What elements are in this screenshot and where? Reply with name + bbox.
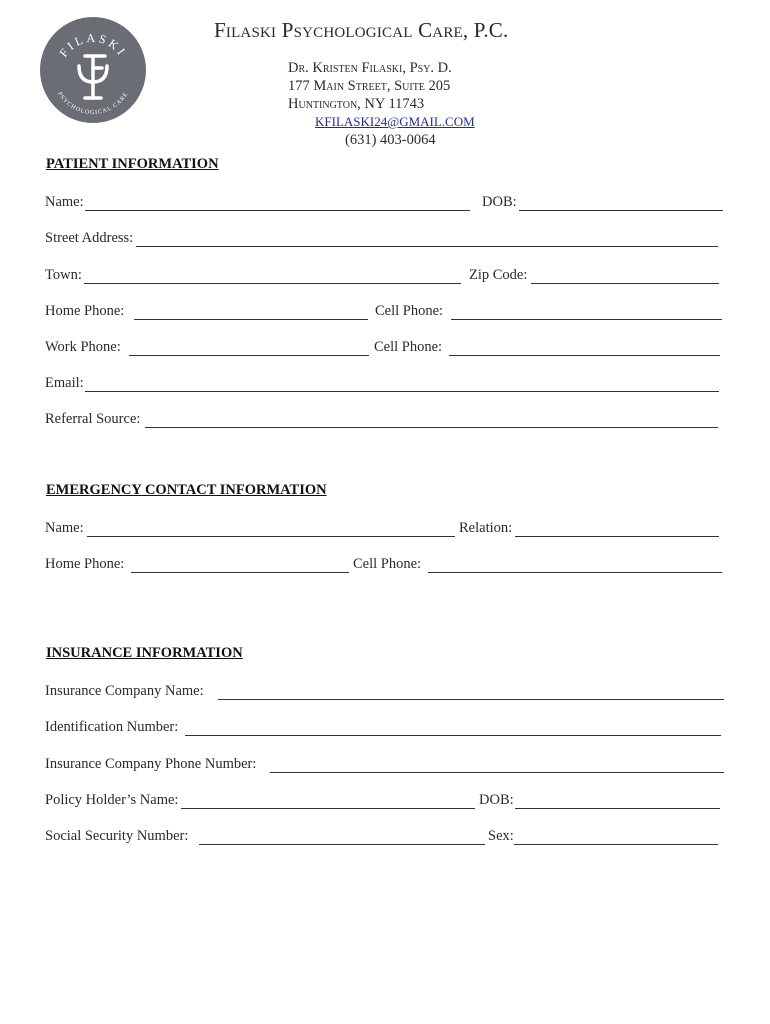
sex-label: Sex: [488,828,514,844]
holder-name-field[interactable] [45,791,475,811]
email-line[interactable] [85,391,719,392]
insurance-phone-label: Insurance Company Phone Number: [45,756,257,772]
patient-name-line[interactable] [85,210,470,211]
form-row [45,718,725,738]
holder-dob-line[interactable] [515,808,720,809]
street-address-field[interactable] [45,229,718,249]
town-field[interactable] [45,266,461,286]
clinic-logo [39,16,147,124]
emergency-home-phone-label: Home Phone: [45,556,125,572]
town-label: Town: [45,267,82,283]
form-row [45,302,725,322]
ssn-line[interactable] [199,844,485,845]
relation-label: Relation: [459,520,513,536]
holder-dob-field[interactable] [479,791,720,811]
id-number-line[interactable] [185,735,721,736]
form-row [45,519,725,539]
patient-name-label: Name: [45,194,84,210]
city-state-zip: Huntington, NY 11743 [288,96,425,112]
emergency-info-heading: EMERGENCY CONTACT INFORMATION [46,482,327,498]
ssn-field[interactable] [45,827,485,847]
form-row [45,682,725,702]
cell-phone-line[interactable] [451,319,722,320]
referral-field[interactable] [45,410,718,430]
form-row [45,374,725,394]
insurance-phone-line[interactable] [270,772,724,773]
form-row [45,791,725,811]
patient-dob-line[interactable] [519,210,723,211]
patient-dob-field[interactable] [482,193,723,213]
referral-line[interactable] [145,427,718,428]
insurance-company-field[interactable] [45,682,724,702]
form-row [45,338,725,358]
street-address-label: Street Address: [45,230,134,246]
cell-phone-2-field[interactable] [374,338,720,358]
emergency-name-field[interactable] [45,519,455,539]
email-label: Email: [45,375,84,391]
form-row [45,755,725,775]
sex-line[interactable] [514,844,718,845]
emergency-name-label: Name: [45,520,84,536]
patient-info-heading: PATIENT INFORMATION [46,156,219,172]
emergency-name-line[interactable] [87,536,455,537]
logo-arc-text: FILASKI [56,30,130,60]
insurance-info-heading: INSURANCE INFORMATION [46,645,243,661]
zip-line[interactable] [531,283,719,284]
home-phone-label: Home Phone: [45,303,125,319]
town-line[interactable] [84,283,461,284]
patient-dob-label: DOB: [482,194,517,210]
patient-name-field[interactable] [45,193,470,213]
emergency-cell-phone-field[interactable] [353,555,722,575]
doctor-name: Dr. Kristen Filaski, Psy. D. [288,60,452,76]
home-phone-line[interactable] [134,319,368,320]
form-row [45,229,725,249]
work-phone-field[interactable] [45,338,369,358]
emergency-cell-phone-label: Cell Phone: [353,556,422,572]
form-row [45,193,725,213]
sex-field[interactable] [488,827,718,847]
cell-phone-2-label: Cell Phone: [374,339,443,355]
insurance-company-line[interactable] [218,699,724,700]
relation-line[interactable] [515,536,719,537]
holder-name-label: Policy Holder’s Name: [45,792,179,808]
street-address-line[interactable] [136,246,718,247]
insurance-company-label: Insurance Company Name: [45,683,204,699]
insurance-phone-field[interactable] [45,755,724,775]
referral-label: Referral Source: [45,411,141,427]
cell-phone-2-line[interactable] [449,355,720,356]
home-phone-field[interactable] [45,302,368,322]
holder-dob-label: DOB: [479,792,514,808]
clinic-phone: (631) 403-0064 [345,132,436,148]
id-number-label: Identification Number: [45,719,179,735]
form-row [45,266,725,286]
form-row [45,555,725,575]
form-row [45,827,725,847]
emergency-cell-phone-line[interactable] [428,572,722,573]
clinic-title: Filaski Psychological Care, P.C. [214,18,509,42]
zip-field[interactable] [469,266,719,286]
work-phone-line[interactable] [129,355,369,356]
relation-field[interactable] [459,519,719,539]
holder-name-line[interactable] [181,808,475,809]
street-address: 177 Main Street, Suite 205 [288,78,451,94]
ssn-label: Social Security Number: [45,828,189,844]
form-row [45,410,725,430]
cell-phone-label: Cell Phone: [375,303,444,319]
cell-phone-field[interactable] [375,302,722,322]
logo-bottom-text: PSYCHOLOGICAL CARE [56,91,130,117]
id-number-field[interactable] [45,718,721,738]
email-field[interactable] [45,374,719,394]
email-link[interactable]: KFILASKI24@GMAIL.COM [315,114,475,129]
emergency-home-phone-line[interactable] [131,572,349,573]
work-phone-label: Work Phone: [45,339,121,355]
emergency-home-phone-field[interactable] [45,555,349,575]
zip-label: Zip Code: [469,267,528,283]
